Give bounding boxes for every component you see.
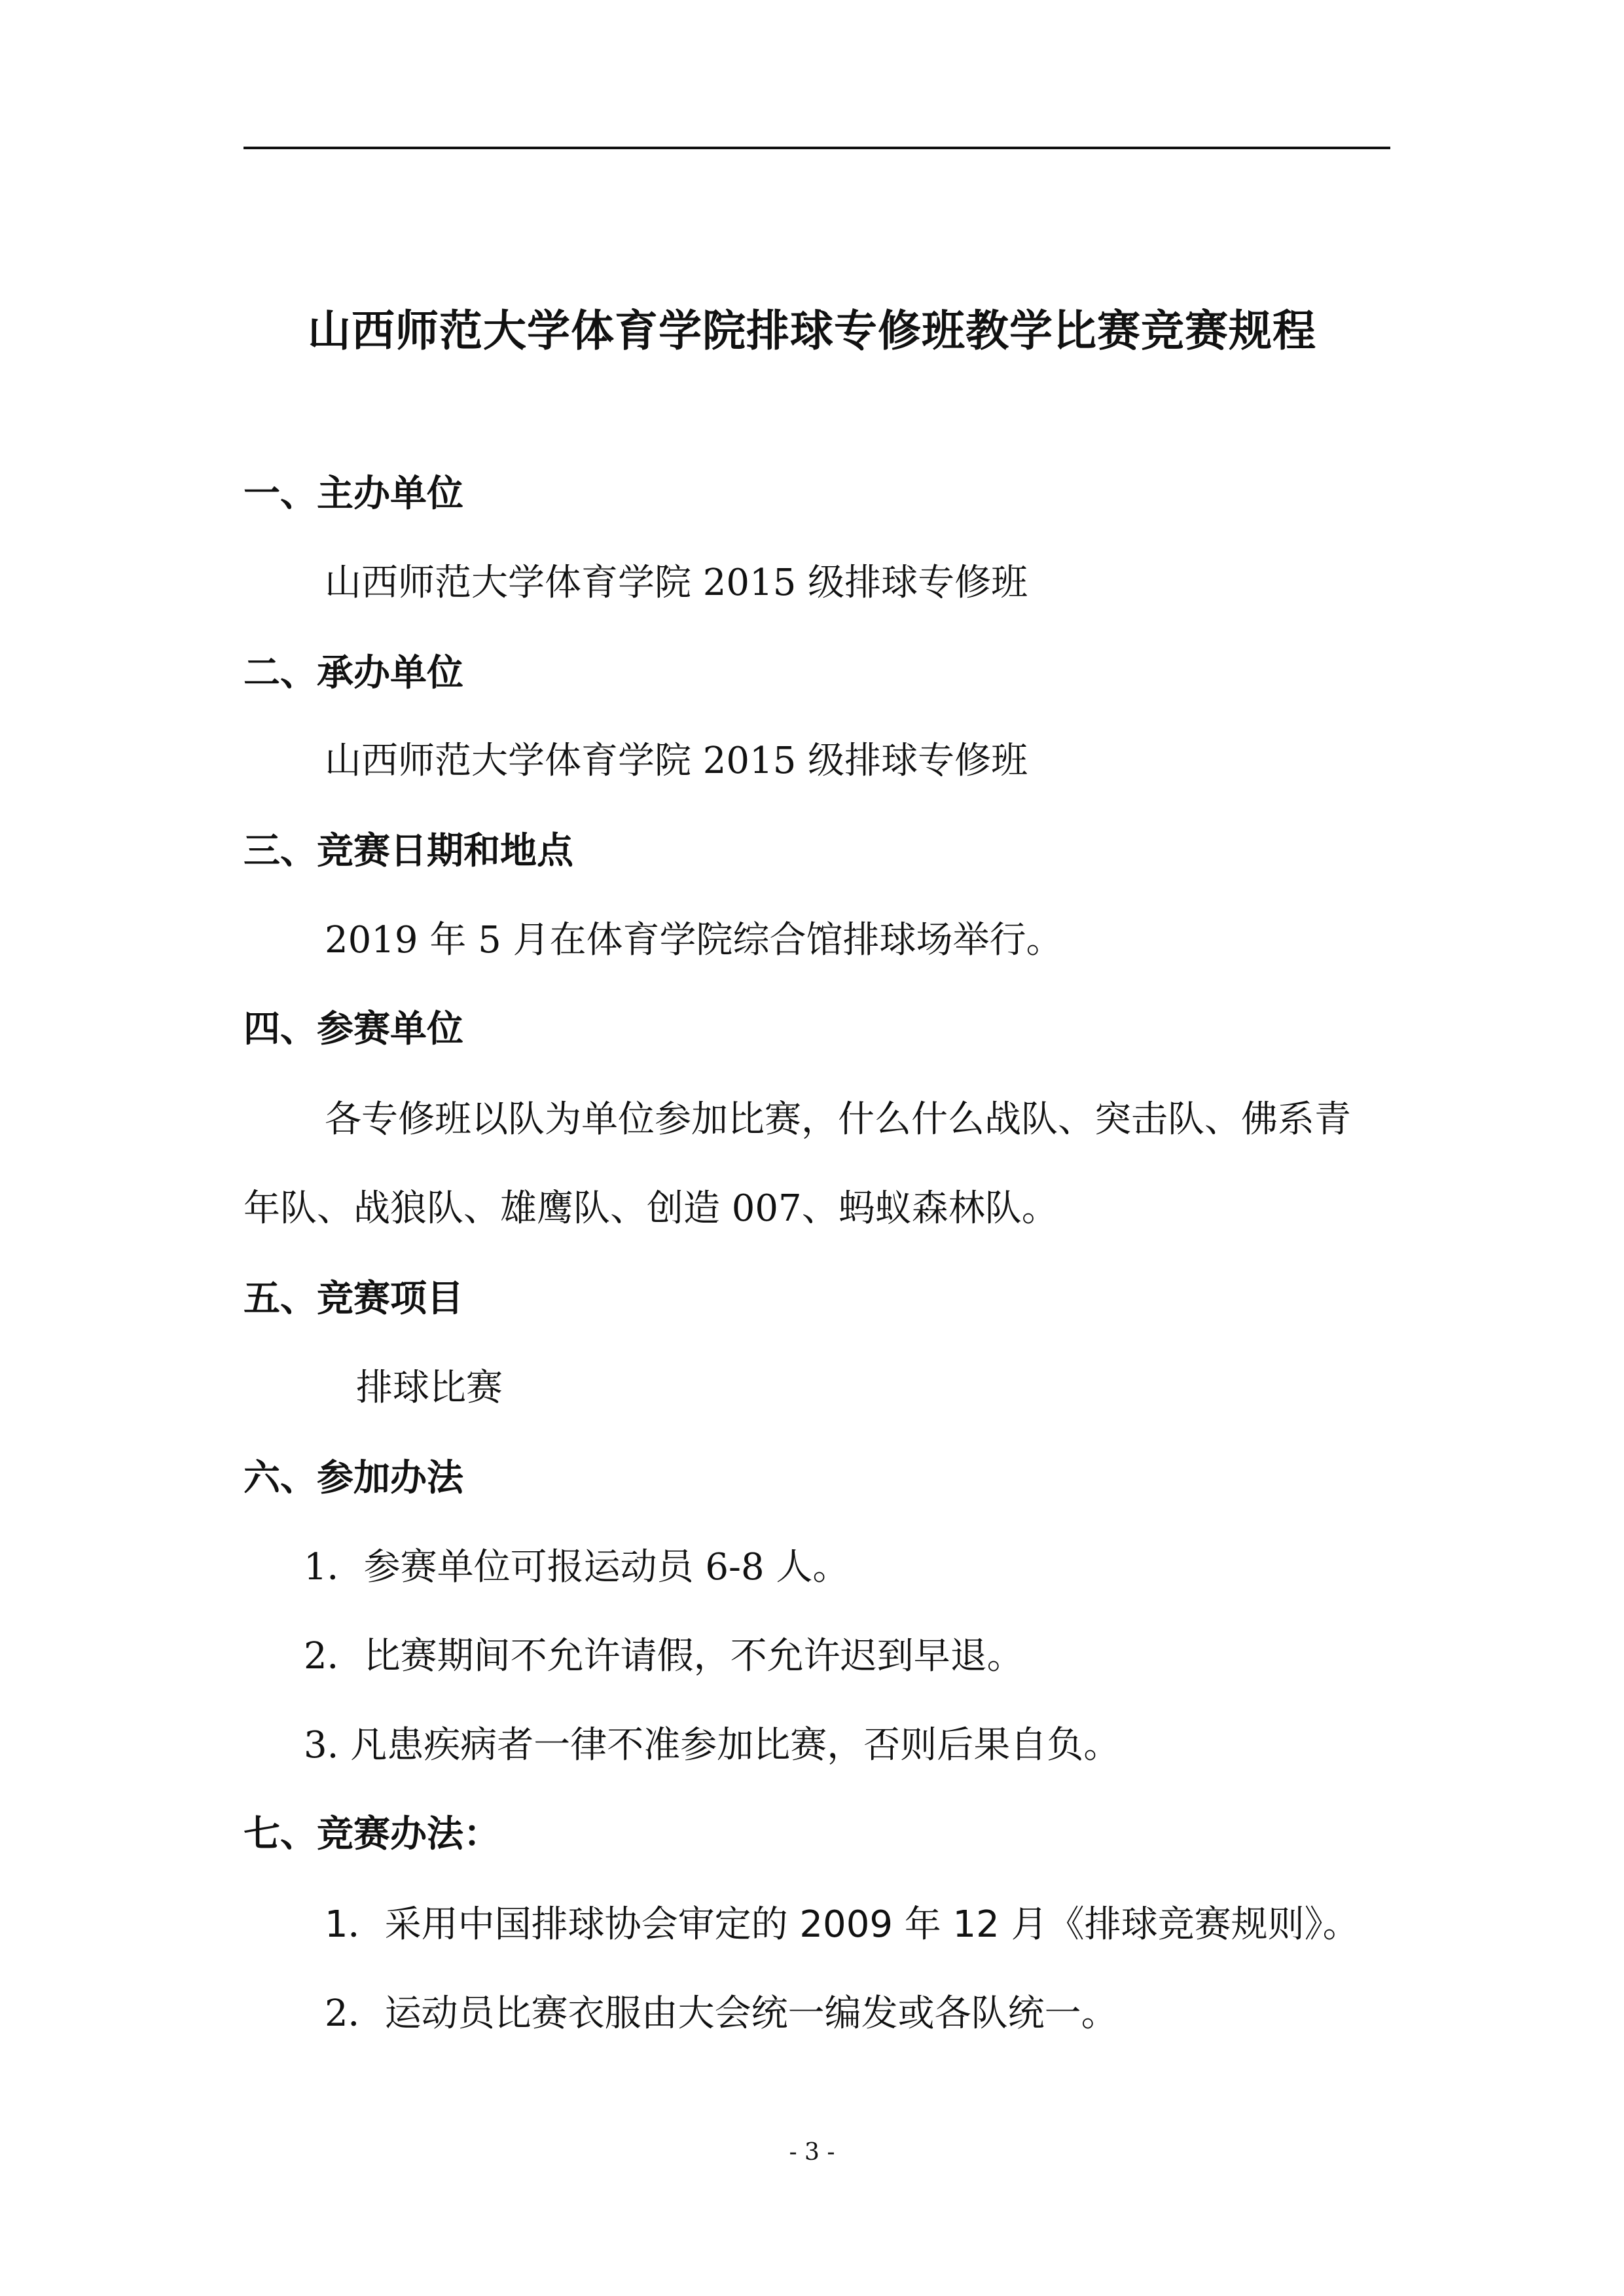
section-text-participants-line-2: 年队、战狼队、雄鹰队、创造 007、蚂蚁森林队。 bbox=[244, 1187, 1058, 1230]
participation-rule-3: 3. 凡患疾病者一律不准参加比赛，否则后果自负。 bbox=[304, 1724, 1121, 1767]
competition-rule-2: 2．运动员比赛衣服由大会统一编发或各队统一。 bbox=[325, 1992, 1118, 2035]
participation-rule-1: 1．参赛单位可报运动员 6-8 人。 bbox=[304, 1546, 850, 1588]
section-text-date-venue: 2019 年 5 月在体育学院综合馆排球场举行。 bbox=[325, 919, 1063, 961]
section-text-undertaker: 山西师范大学体育学院 2015 级排球专修班 bbox=[325, 740, 1028, 782]
section-heading-participants: 四、参赛单位 bbox=[244, 1008, 463, 1050]
section-heading-organizer: 一、主办单位 bbox=[244, 473, 463, 515]
page-number: - 3 - bbox=[789, 2139, 835, 2166]
document-title: 山西师范大学体育学院排球专修班教学比赛竞赛规程 bbox=[308, 306, 1316, 356]
section-heading-events: 五、竞赛项目 bbox=[244, 1278, 463, 1320]
section-text-events: 排球比赛 bbox=[356, 1367, 503, 1409]
section-text-organizer: 山西师范大学体育学院 2015 级排球专修班 bbox=[325, 562, 1028, 604]
competition-rule-1: 1．采用中国排球协会审定的 2009 年 12 月《排球竞赛规则》。 bbox=[325, 1903, 1360, 1946]
section-heading-participation-rules: 六、参加办法 bbox=[244, 1457, 463, 1499]
section-heading-date-venue: 三、竞赛日期和地点 bbox=[244, 830, 573, 872]
section-heading-undertaker: 二、承办单位 bbox=[244, 652, 463, 694]
section-text-participants-line-1: 各专修班以队为单位参加比赛，什么什么战队、突击队、佛系青 bbox=[325, 1098, 1351, 1141]
participation-rule-2: 2．比赛期间不允许请假，不允许迟到早退。 bbox=[304, 1635, 1024, 1677]
header-rule bbox=[244, 147, 1390, 149]
section-heading-competition-rules: 七、竞赛办法： bbox=[244, 1813, 500, 1856]
